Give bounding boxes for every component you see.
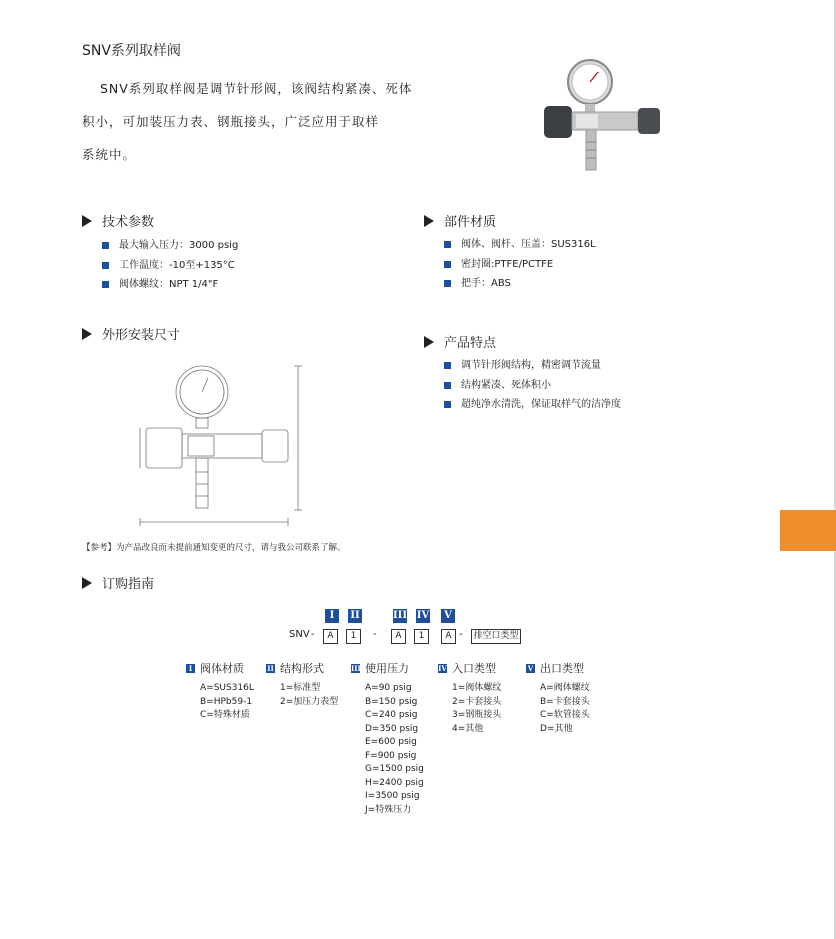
- option-item: E=600 psig: [365, 737, 417, 747]
- features-list: [444, 356, 621, 415]
- ordering-heading: 订购指南: [82, 573, 154, 592]
- intro-line: 积小，可加装压力表、钢瓶接头，广泛应用于取样: [82, 114, 380, 129]
- materials-list: [444, 235, 596, 294]
- option-item: 1=标准型: [280, 683, 321, 693]
- numeral-badge: III: [393, 610, 408, 621]
- option-item: F=900 psig: [365, 750, 417, 761]
- square-bullet-icon: [444, 261, 451, 268]
- code-box: 1: [346, 629, 361, 644]
- intro-paragraph: [82, 72, 422, 171]
- list-item: 工作温度：-10至+135°C: [102, 256, 238, 276]
- numeral-badge: I: [325, 609, 339, 623]
- option-heading: I 阀体材质: [186, 660, 254, 676]
- option-item: H=2400 psig: [365, 777, 424, 788]
- option-column: [266, 660, 338, 709]
- list-item: 把手：ABS: [444, 274, 596, 294]
- product-photo: [536, 52, 668, 182]
- option-heading: IV 入口类型: [438, 662, 496, 675]
- option-item: C=特殊材质: [200, 710, 250, 720]
- numeral-badge: IV: [416, 610, 430, 621]
- option-column: [351, 660, 424, 817]
- option-item: A=SUS316L: [200, 683, 254, 693]
- code-box: A: [391, 629, 406, 644]
- option-column: [526, 660, 590, 736]
- dimension-drawing: [136, 362, 306, 534]
- square-bullet-icon: [444, 401, 451, 408]
- option-item: C=软管接头: [540, 710, 590, 720]
- features-heading: 产品特点: [424, 332, 496, 351]
- reference-note: 【参考】为产品改良而未提前通知变更的尺寸，请与我公司联系了解。: [82, 543, 346, 553]
- list-item: 结构紧凑、死体积小: [444, 376, 621, 396]
- option-item: J=特殊压力: [365, 804, 412, 815]
- option-item: B=HPb59-1: [200, 696, 253, 707]
- numeral-badge: II: [348, 609, 362, 623]
- intro-line: 系统中。: [82, 147, 137, 162]
- list-item: 阀体螺纹：NPT 1/4"F: [102, 275, 238, 295]
- option-item: B=卡套接头: [540, 696, 590, 707]
- option-item: D=350 psig: [365, 723, 419, 734]
- square-bullet-icon: [102, 242, 109, 249]
- square-bullet-icon: [444, 362, 451, 369]
- code-box: A: [441, 629, 456, 644]
- code-box: A: [323, 629, 338, 644]
- option-heading: II 结构形式: [267, 662, 324, 675]
- numeral-badge: I: [186, 664, 195, 673]
- tech-params-list: [102, 236, 238, 295]
- list-item: 阀体、阀杆、压盖：SUS316L: [444, 235, 596, 255]
- numeral-badge: V: [441, 609, 455, 623]
- list-item: 超纯净水清洗，保证取样气的洁净度: [444, 395, 621, 415]
- code-prefix: SNV: [289, 629, 310, 640]
- square-bullet-icon: [444, 241, 451, 248]
- option-column: [438, 660, 501, 736]
- triangle-bullet-icon: [424, 336, 434, 348]
- list-item: 调节针形阀结构，精密调节流量: [444, 356, 621, 376]
- dimensions-heading: 外形安装尺寸: [82, 324, 180, 343]
- list-item: 密封圈:PTFE/PCTFE: [444, 255, 596, 275]
- list-item: 最大输入压力：3000 psig: [102, 236, 238, 256]
- intro-line: SNV系列取样阀是调节针形阀，该阀结构紧凑、死体: [100, 81, 413, 96]
- option-item: 1=阀体螺纹: [452, 683, 502, 693]
- triangle-bullet-icon: [424, 215, 434, 227]
- option-item: I=3500 psig: [365, 791, 420, 801]
- code-suffix-box: 排空口类型: [471, 629, 521, 644]
- code-dash: -: [373, 629, 377, 640]
- option-item: A=90 psig: [365, 683, 412, 693]
- tech-params-heading: 技术参数: [82, 211, 154, 230]
- orange-side-tab: [780, 510, 836, 551]
- code-dash: -: [459, 629, 463, 640]
- option-item: B=150 psig: [365, 696, 418, 707]
- option-item: 4=其他: [452, 723, 484, 734]
- code-row: [0, 629, 836, 645]
- square-bullet-icon: [444, 280, 451, 287]
- square-bullet-icon: [102, 281, 109, 288]
- option-item: 2=卡套接头: [452, 696, 502, 707]
- triangle-bullet-icon: [82, 215, 92, 227]
- option-item: 3=钢瓶接头: [452, 710, 502, 720]
- page-title: SNV系列取样阀: [82, 43, 181, 59]
- numeral-badge: II: [267, 663, 274, 673]
- option-item: A=阀体螺纹: [540, 683, 590, 693]
- square-bullet-icon: [102, 262, 109, 269]
- code-box: 1: [414, 629, 429, 644]
- option-heading: III 使用压力: [351, 662, 409, 675]
- option-column: [186, 660, 254, 723]
- option-item: D=其他: [540, 723, 573, 734]
- numeral-badge: IV: [438, 663, 447, 673]
- code-numerals: [0, 609, 836, 625]
- code-dash: -: [311, 629, 315, 640]
- option-item: 2=加压力表型: [280, 696, 339, 707]
- numeral-badge: V: [527, 663, 534, 673]
- option-heading: V 出口类型: [527, 662, 584, 675]
- option-item: C=240 psig: [365, 710, 418, 720]
- square-bullet-icon: [444, 382, 451, 389]
- triangle-bullet-icon: [82, 577, 92, 589]
- numeral-badge: III: [351, 663, 361, 673]
- option-item: G=1500 psig: [365, 764, 424, 774]
- triangle-bullet-icon: [82, 328, 92, 340]
- materials-heading: 部件材质: [424, 211, 496, 230]
